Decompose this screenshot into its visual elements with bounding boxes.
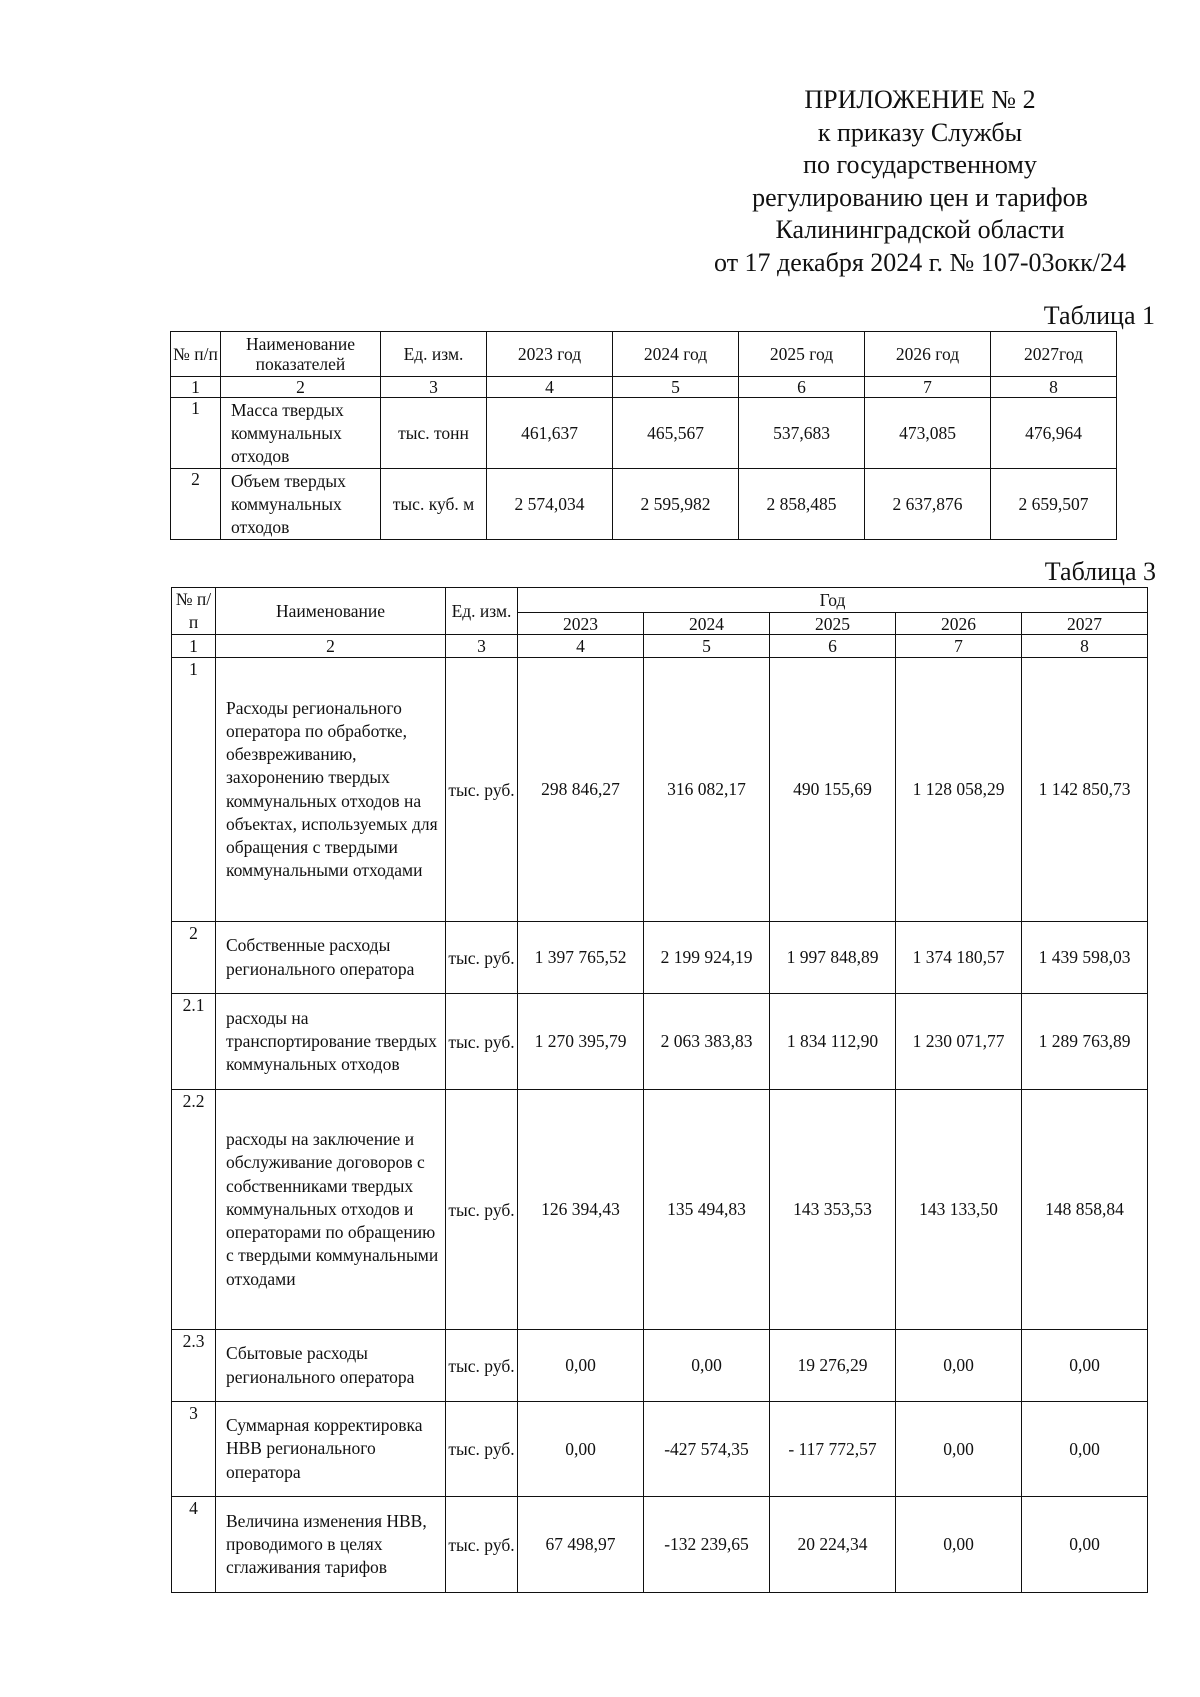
row-index: 3 — [172, 1402, 216, 1497]
row-value: -427 574,35 — [644, 1402, 770, 1497]
column-number: 8 — [1022, 635, 1148, 658]
row-value: 2 659,507 — [991, 469, 1117, 540]
row-value: 135 494,83 — [644, 1090, 770, 1330]
table1-column-numbers-row — [171, 377, 1117, 398]
table-row — [172, 1402, 1148, 1497]
row-value: 19 276,29 — [770, 1330, 896, 1402]
row-value: 1 997 848,89 — [770, 922, 896, 994]
column-number: 7 — [865, 377, 991, 398]
column-number: 3 — [446, 635, 518, 658]
column-number: 6 — [770, 635, 896, 658]
row-value: 1 270 395,79 — [518, 994, 644, 1090]
column-number: 6 — [739, 377, 865, 398]
row-value: 1 128 058,29 — [896, 658, 1022, 922]
row-value: 537,683 — [739, 398, 865, 469]
column-number: 4 — [518, 635, 644, 658]
column-number: 5 — [613, 377, 739, 398]
row-name: Сбытовые расходы регионального оператора — [216, 1330, 446, 1402]
appendix-order-date: от 17 декабря 2024 г. № 107-03окк/24 — [714, 247, 1126, 277]
row-value: 316 082,17 — [644, 658, 770, 922]
appendix-header — [660, 84, 1180, 279]
row-index: 2.3 — [172, 1330, 216, 1402]
column-number: 1 — [171, 377, 221, 398]
row-value: 0,00 — [644, 1330, 770, 1402]
table-row — [171, 398, 1117, 469]
row-value: 2 574,034 — [487, 469, 613, 540]
table1-header-cell: 2024 год — [613, 332, 739, 377]
row-value: 490 155,69 — [770, 658, 896, 922]
table3-header-row — [172, 588, 1148, 613]
row-unit: тыс. руб. — [446, 1497, 518, 1593]
row-unit: тыс. руб. — [446, 658, 518, 922]
appendix-title: ПРИЛОЖЕНИЕ № 2 — [804, 85, 1036, 114]
row-value: 1 397 765,52 — [518, 922, 644, 994]
table3-header-unit: Ед. изм. — [446, 588, 518, 635]
row-value: 0,00 — [896, 1497, 1022, 1593]
table3-header-name: Наименование — [216, 588, 446, 635]
column-number: 4 — [487, 377, 613, 398]
column-number: 7 — [896, 635, 1022, 658]
row-name: Величина изменения НВВ, проводимого в целях сглаживания тарифов — [216, 1497, 446, 1593]
row-index: 2 — [171, 469, 221, 540]
row-value: 0,00 — [518, 1330, 644, 1402]
table3-caption: Таблица 3 — [1044, 557, 1156, 586]
table1-header-cell: Ед. изм. — [381, 332, 487, 377]
column-number: 3 — [381, 377, 487, 398]
appendix-line: по государственному — [803, 150, 1037, 179]
row-unit: тыс. тонн — [381, 398, 487, 469]
row-value: 1 834 112,90 — [770, 994, 896, 1090]
row-name: Суммарная корректировка НВВ регионального оператора — [216, 1402, 446, 1497]
table-row — [171, 469, 1117, 540]
table1-caption: Таблица 1 — [1043, 301, 1155, 330]
table1 — [170, 331, 1117, 540]
table-row — [172, 1090, 1148, 1330]
table1-header-cell: 2025 год — [739, 332, 865, 377]
table3-column-numbers-row — [172, 635, 1148, 658]
table3-header-index: № п/п — [172, 588, 216, 635]
row-value: 461,637 — [487, 398, 613, 469]
year-cell: 2024 — [644, 613, 770, 635]
row-index: 2.1 — [172, 994, 216, 1090]
table-row — [172, 1330, 1148, 1402]
table1-header-row — [171, 332, 1117, 377]
row-value: 148 858,84 — [1022, 1090, 1148, 1330]
appendix-line: Калининградской области — [775, 215, 1065, 244]
row-name: Собственные расходы регионального оператора — [216, 922, 446, 994]
row-value: 2 858,485 — [739, 469, 865, 540]
table1-header-cell: № п/п — [171, 332, 221, 377]
row-unit: тыс. руб. — [446, 994, 518, 1090]
row-index: 1 — [172, 658, 216, 922]
row-value: 0,00 — [1022, 1402, 1148, 1497]
row-value: 2 595,982 — [613, 469, 739, 540]
row-unit: тыс. руб. — [446, 922, 518, 994]
row-value: - 117 772,57 — [770, 1402, 896, 1497]
row-value: 143 133,50 — [896, 1090, 1022, 1330]
appendix-line: регулированию цен и тарифов — [752, 182, 1088, 212]
row-index: 2 — [172, 922, 216, 994]
row-value: 20 224,34 — [770, 1497, 896, 1593]
row-value: 1 142 850,73 — [1022, 658, 1148, 922]
row-name: расходы на заключение и обслуживание договоров с собственниками твердых коммунальных отходов и операторами по обращению с твердыми коммунальными отходами — [216, 1090, 446, 1330]
row-name: Масса твердых коммунальных отходов — [221, 398, 381, 469]
row-value: 1 374 180,57 — [896, 922, 1022, 994]
column-number: 2 — [221, 377, 381, 398]
row-value: 473,085 — [865, 398, 991, 469]
row-value: 143 353,53 — [770, 1090, 896, 1330]
column-number: 8 — [991, 377, 1117, 398]
row-index: 2.2 — [172, 1090, 216, 1330]
row-value: 0,00 — [896, 1330, 1022, 1402]
column-number: 2 — [216, 635, 446, 658]
row-value: 1 230 071,77 — [896, 994, 1022, 1090]
row-value: 476,964 — [991, 398, 1117, 469]
table-row — [172, 658, 1148, 922]
table1-header-cell: 2026 год — [865, 332, 991, 377]
row-value: 2 063 383,83 — [644, 994, 770, 1090]
table-row — [172, 922, 1148, 994]
table3-header-year-group: Год — [518, 588, 1148, 613]
year-cell: 2027 — [1022, 613, 1148, 635]
row-unit: тыс. куб. м — [381, 469, 487, 540]
row-unit: тыс. руб. — [446, 1090, 518, 1330]
table1-header-cell: 2027год — [991, 332, 1117, 377]
row-value: 0,00 — [1022, 1497, 1148, 1593]
column-number: 1 — [172, 635, 216, 658]
row-value: 0,00 — [1022, 1330, 1148, 1402]
table-row — [172, 1497, 1148, 1593]
row-value: 2 199 924,19 — [644, 922, 770, 994]
row-unit: тыс. руб. — [446, 1330, 518, 1402]
table1-header-cell: Наименование показателей — [221, 332, 381, 377]
appendix-line: к приказу Службы — [817, 117, 1023, 147]
row-value: 1 439 598,03 — [1022, 922, 1148, 994]
row-index: 1 — [171, 398, 221, 469]
row-value: 465,567 — [613, 398, 739, 469]
year-cell: 2026 — [896, 613, 1022, 635]
table3 — [171, 587, 1148, 1593]
column-number: 5 — [644, 635, 770, 658]
row-name: Объем твердых коммунальных отходов — [221, 469, 381, 540]
row-value: -132 239,65 — [644, 1497, 770, 1593]
row-value: 0,00 — [896, 1402, 1022, 1497]
table1-header-cell: 2023 год — [487, 332, 613, 377]
row-value: 67 498,97 — [518, 1497, 644, 1593]
row-index: 4 — [172, 1497, 216, 1593]
row-value: 298 846,27 — [518, 658, 644, 922]
row-value: 1 289 763,89 — [1022, 994, 1148, 1090]
row-value: 2 637,876 — [865, 469, 991, 540]
row-unit: тыс. руб. — [446, 1402, 518, 1497]
year-cell: 2023 — [518, 613, 644, 635]
year-cell: 2025 — [770, 613, 896, 635]
row-name: расходы на транспортирование твердых коммунальных отходов — [216, 994, 446, 1090]
row-value: 0,00 — [518, 1402, 644, 1497]
row-name: Расходы регионального оператора по обработке, обезвреживанию, захоронению твердых коммунальных отходов на объектах, используемых для обращения с твердыми коммунальными отходами — [216, 658, 446, 922]
table-row — [172, 994, 1148, 1090]
row-value: 126 394,43 — [518, 1090, 644, 1330]
